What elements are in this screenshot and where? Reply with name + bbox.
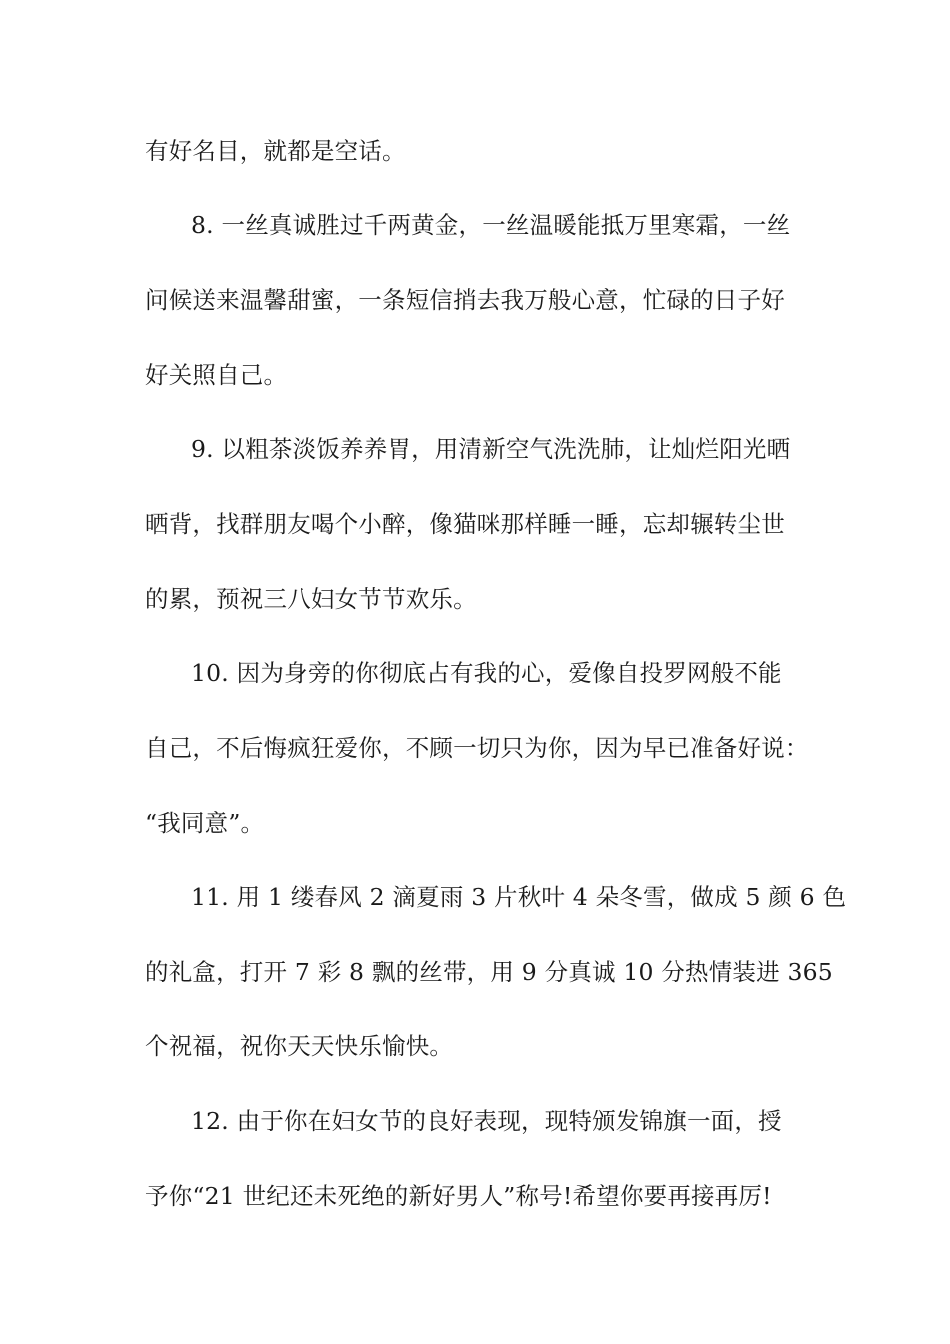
paragraph-line: 晒背，找群朋友喝个小醉，像猫咪那样睡一睡，忘却辗转尘世	[145, 510, 785, 538]
paragraph-line: 有好名目，就都是空话。	[145, 137, 406, 165]
paragraph-line: 11. 用 1 缕春风 2 滴夏雨 3 片秋叶 4 朵冬雪，做成 5 颜 6 色	[191, 883, 847, 911]
paragraph-line: 12. 由于你在妇女节的良好表现，现特颁发锦旗一面，授	[191, 1107, 782, 1135]
paragraph-line: 个祝福，祝你天天快乐愉快。	[145, 1032, 454, 1060]
paragraph-line: 的累，预祝三八妇女节节欢乐。	[145, 585, 477, 613]
paragraph-line: 10. 因为身旁的你彻底占有我的心，爱像自投罗网般不能	[191, 659, 782, 687]
paragraph-line: 好关照自己。	[145, 361, 288, 389]
paragraph-line: “我同意”。	[145, 809, 265, 837]
paragraph-line: 问候送来温馨甜蜜，一条短信捎去我万般心意，忙碌的日子好	[145, 286, 785, 314]
paragraph-line: 9. 以粗茶淡饭养养胃，用清新空气洗洗肺，让灿烂阳光晒	[191, 435, 791, 463]
paragraph-line: 的礼盒，打开 7 彩 8 飘的丝带，用 9 分真诚 10 分热情装进 365	[145, 958, 833, 986]
paragraph-line: 予你“21 世纪还未死绝的新好男人”称号!希望你要再接再厉!	[145, 1182, 772, 1210]
paragraph-line: 8. 一丝真诚胜过千两黄金，一丝温暖能抵万里寒霜，一丝	[191, 211, 791, 239]
paragraph-line: 自己，不后悔疯狂爱你，不顾一切只为你，因为早已准备好说：	[145, 734, 809, 762]
